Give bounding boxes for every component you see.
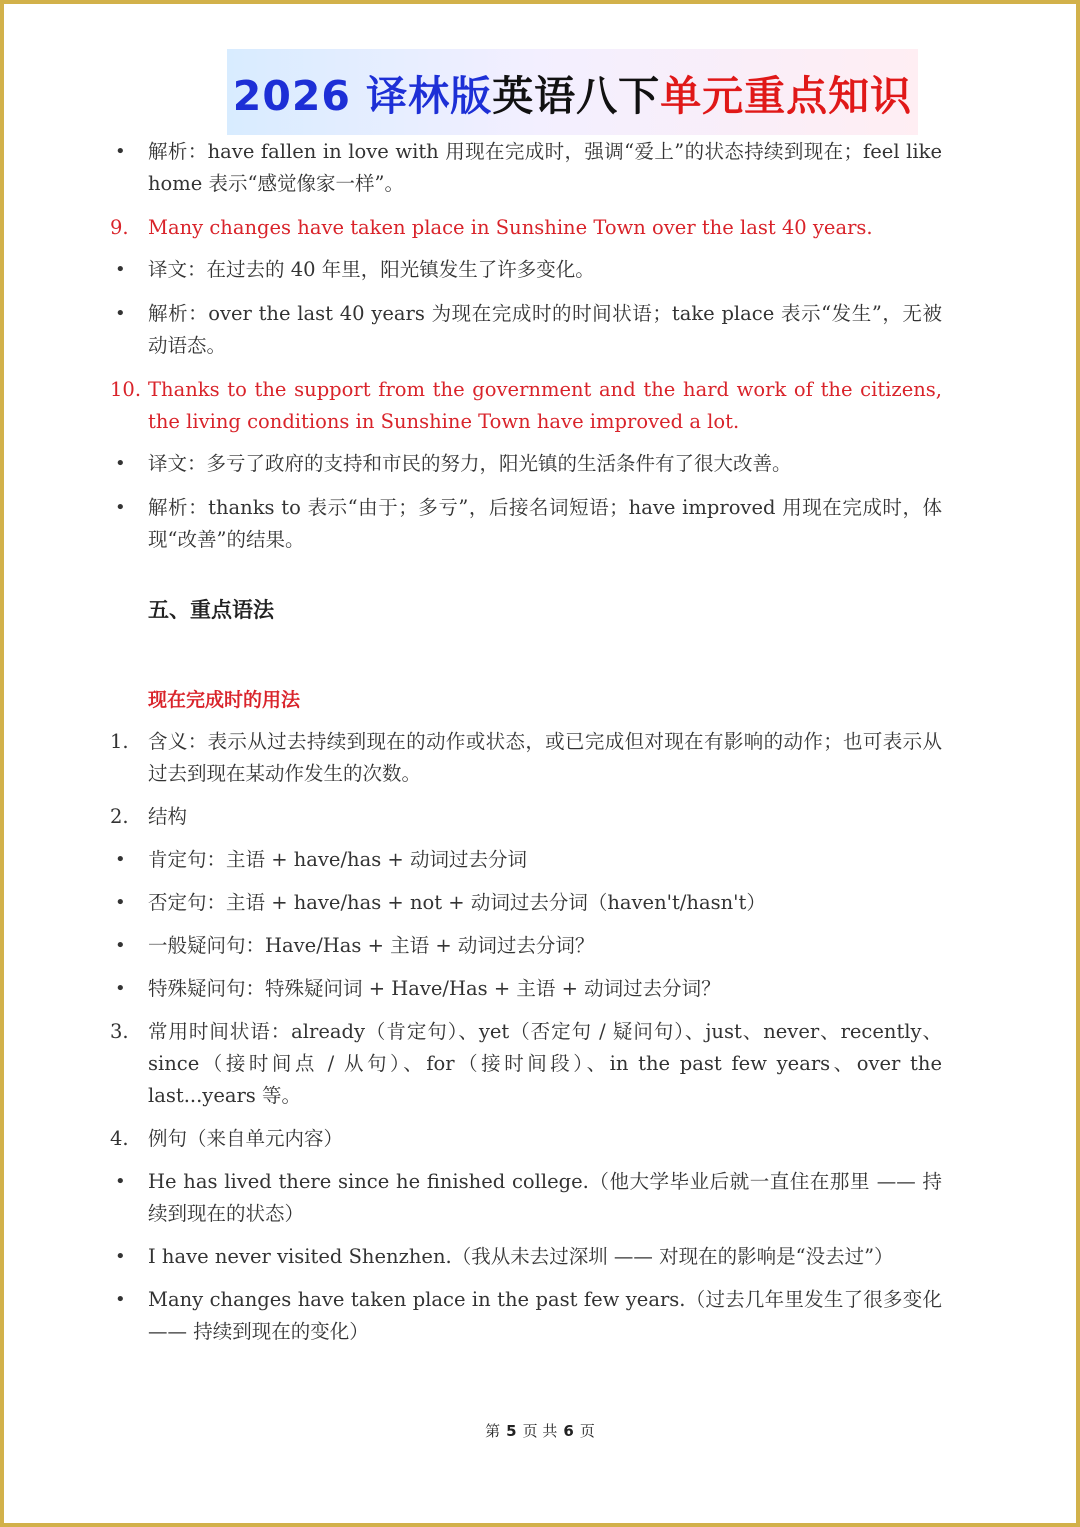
item-text: 译文：在过去的 40 年里，阳光镇发生了许多变化。 xyxy=(148,258,595,281)
item-text: Many changes have taken place in the past few years.（过去几年里发生了很多变化 —— 持续到现在的变化） xyxy=(148,1288,942,1343)
bullet-dot: • xyxy=(115,259,126,280)
list-item xyxy=(110,254,942,286)
total-page-number: 6 xyxy=(563,1422,574,1440)
item-text: 解析：thanks to 表示“由于；多亏”，后接名词短语；have improved 用现在完成时，体现“改善”的结果。 xyxy=(148,496,942,551)
list-item xyxy=(110,844,942,876)
list-item xyxy=(110,1241,942,1273)
footer-prefix: 第 xyxy=(485,1422,501,1440)
bullet-dot: • xyxy=(115,1246,126,1267)
item-text: He has lived there since he finished college.（他大学毕业后就一直住在那里 —— 持续到现在的状态） xyxy=(148,1170,942,1225)
item-number: 10. xyxy=(110,378,142,401)
item-number: 3. xyxy=(110,1020,129,1043)
list-item xyxy=(110,298,942,362)
title-banner xyxy=(227,49,918,135)
list-item xyxy=(110,136,942,200)
sentence-10 xyxy=(110,374,942,438)
bullet-dot: • xyxy=(115,453,126,474)
item-text: 例句（来自单元内容） xyxy=(148,1127,344,1150)
bullet-dot: • xyxy=(115,1171,126,1192)
item-number: 2. xyxy=(110,805,129,828)
bullet-dot: • xyxy=(115,141,126,162)
list-item xyxy=(110,448,942,480)
list-item xyxy=(110,1284,942,1348)
current-page-number: 5 xyxy=(506,1422,517,1440)
bullet-dot: • xyxy=(115,303,126,324)
content-body xyxy=(110,136,942,1348)
item-text: 解析：over the last 40 years 为现在完成时的时间状语；take place 表示“发生”，无被动语态。 xyxy=(148,302,942,357)
title-part-1: 2026 译林版 xyxy=(232,71,493,120)
subsection-heading: 现在完成时的用法 xyxy=(148,689,301,711)
item-text: 含义：表示从过去持续到现在的动作或状态，或已完成但对现在有影响的动作；也可表示从过去到现在某动作发生的次数。 xyxy=(148,730,942,785)
item-number: 9. xyxy=(110,216,129,239)
item-text: Many changes have taken place in Sunshine Town over the last 40 years. xyxy=(148,216,873,239)
footer-suffix: 页 xyxy=(579,1422,595,1440)
list-item xyxy=(110,887,942,919)
item-text: 特殊疑问句：特殊疑问词 + Have/Has + 主语 + 动词过去分词？ xyxy=(148,977,721,1000)
title-part-2: 英语八下 xyxy=(492,71,661,120)
item-text: 解析：have fallen in love with 用现在完成时，强调“爱上”的状态持续到现在；feel like home 表示“感觉像家一样”。 xyxy=(148,140,942,195)
item-text: 一般疑问句：Have/Has + 主语 + 动词过去分词？ xyxy=(148,934,595,957)
bullet-dot: • xyxy=(115,1289,126,1310)
bullet-dot: • xyxy=(115,849,126,870)
item-number: 1. xyxy=(110,730,129,753)
item-text: 否定句：主语 + have/has + not + 动词过去分词（haven't/hasn't） xyxy=(148,891,766,914)
list-item xyxy=(110,492,942,556)
list-item xyxy=(110,726,942,790)
list-item xyxy=(110,1166,942,1230)
page-footer xyxy=(4,1420,1076,1441)
bullet-dot: • xyxy=(115,935,126,956)
bullet-dot: • xyxy=(115,978,126,999)
item-text: I have never visited Shenzhen.（我从未去过深圳 —— 对现在的影响是“没去过”） xyxy=(148,1245,894,1268)
list-item xyxy=(110,1123,942,1155)
footer-middle: 页 共 xyxy=(522,1422,558,1440)
list-item xyxy=(110,930,942,962)
section-heading: 五、重点语法 xyxy=(148,598,274,622)
item-text: 肯定句：主语 + have/has + 动词过去分词 xyxy=(148,848,527,871)
bullet-dot: • xyxy=(115,497,126,518)
sentence-9 xyxy=(110,212,942,244)
item-text: 结构 xyxy=(148,805,188,828)
list-item xyxy=(110,973,942,1005)
item-text: Thanks to the support from the government and the hard work of the citizens, the living conditions in Sunshine Town have improved a lot. xyxy=(148,378,942,433)
item-text: 常用时间状语：already（肯定句）、yet（否定句 / 疑问句）、just、never、recently、since（接时间点 / 从句）、for（接时间段）、in the past few years、over the last...years 等。 xyxy=(148,1020,942,1107)
item-number: 4. xyxy=(110,1127,129,1150)
item-text: 译文：多亏了政府的支持和市民的努力，阳光镇的生活条件有了很大改善。 xyxy=(148,452,792,475)
bullet-dot: • xyxy=(115,892,126,913)
title-part-3: 单元重点知识 xyxy=(660,71,913,120)
list-item xyxy=(110,801,942,833)
list-item xyxy=(110,1016,942,1112)
